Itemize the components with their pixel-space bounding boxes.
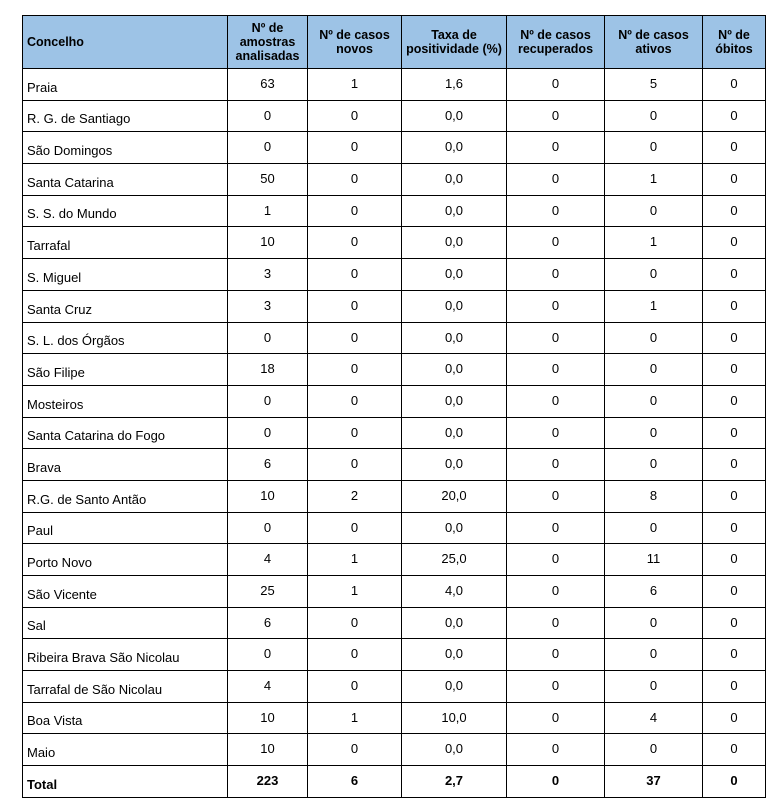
header-taxa: Taxa de positividade (%) <box>402 16 507 69</box>
cell-concelho: São Domingos <box>23 132 228 164</box>
cell-recuperados: 0 <box>507 132 605 164</box>
cell-concelho: Paul <box>23 512 228 544</box>
cell-obitos: 0 <box>703 132 766 164</box>
total-cell-amostras: 223 <box>228 766 308 798</box>
cell-recuperados: 0 <box>507 195 605 227</box>
cell-taxa: 10,0 <box>402 702 507 734</box>
cell-recuperados: 0 <box>507 734 605 766</box>
cell-novos: 1 <box>308 544 402 576</box>
cell-taxa: 0,0 <box>402 607 507 639</box>
header-obitos: Nº de óbitos <box>703 16 766 69</box>
cell-recuperados: 0 <box>507 290 605 322</box>
cell-ativos: 0 <box>605 417 703 449</box>
table-row <box>23 417 766 449</box>
cell-amostras: 50 <box>228 164 308 196</box>
cell-concelho: Boa Vista <box>23 702 228 734</box>
cell-recuperados: 0 <box>507 69 605 101</box>
cell-novos: 1 <box>308 702 402 734</box>
cell-amostras: 3 <box>228 259 308 291</box>
cell-recuperados: 0 <box>507 544 605 576</box>
cell-taxa: 1,6 <box>402 69 507 101</box>
cell-concelho: Maio <box>23 734 228 766</box>
cell-taxa: 0,0 <box>402 132 507 164</box>
cell-amostras: 4 <box>228 544 308 576</box>
cell-amostras: 4 <box>228 671 308 703</box>
cell-novos: 0 <box>308 449 402 481</box>
cell-novos: 0 <box>308 385 402 417</box>
cell-novos: 1 <box>308 576 402 608</box>
cell-taxa: 0,0 <box>402 322 507 354</box>
cell-taxa: 4,0 <box>402 576 507 608</box>
table-row <box>23 385 766 417</box>
cell-amostras: 6 <box>228 607 308 639</box>
table-row <box>23 259 766 291</box>
cell-taxa: 0,0 <box>402 227 507 259</box>
cell-taxa: 20,0 <box>402 480 507 512</box>
cell-novos: 0 <box>308 417 402 449</box>
cell-concelho: Sal <box>23 607 228 639</box>
cell-recuperados: 0 <box>507 702 605 734</box>
cell-recuperados: 0 <box>507 576 605 608</box>
cell-obitos: 0 <box>703 290 766 322</box>
cell-recuperados: 0 <box>507 164 605 196</box>
cell-recuperados: 0 <box>507 480 605 512</box>
cell-novos: 0 <box>308 164 402 196</box>
cell-recuperados: 0 <box>507 671 605 703</box>
table-row <box>23 607 766 639</box>
table-row <box>23 290 766 322</box>
cell-taxa: 0,0 <box>402 290 507 322</box>
cell-ativos: 1 <box>605 164 703 196</box>
cell-obitos: 0 <box>703 480 766 512</box>
cell-ativos: 0 <box>605 449 703 481</box>
cell-concelho: S. S. do Mundo <box>23 195 228 227</box>
cell-amostras: 1 <box>228 195 308 227</box>
cell-recuperados: 0 <box>507 607 605 639</box>
cell-obitos: 0 <box>703 100 766 132</box>
cell-concelho: Santa Catarina <box>23 164 228 196</box>
cell-concelho: São Vicente <box>23 576 228 608</box>
cell-recuperados: 0 <box>507 639 605 671</box>
cell-obitos: 0 <box>703 449 766 481</box>
cell-recuperados: 0 <box>507 227 605 259</box>
cell-obitos: 0 <box>703 544 766 576</box>
cell-ativos: 0 <box>605 100 703 132</box>
header-ativos: Nº de casos ativos <box>605 16 703 69</box>
cell-ativos: 0 <box>605 512 703 544</box>
total-row <box>23 766 766 798</box>
cell-obitos: 0 <box>703 734 766 766</box>
cell-obitos: 0 <box>703 385 766 417</box>
table-row <box>23 671 766 703</box>
cell-concelho: Santa Catarina do Fogo <box>23 417 228 449</box>
cell-concelho: São Filipe <box>23 354 228 386</box>
cell-ativos: 0 <box>605 385 703 417</box>
cell-novos: 1 <box>308 69 402 101</box>
cell-obitos: 0 <box>703 227 766 259</box>
cell-concelho: Porto Novo <box>23 544 228 576</box>
table-row <box>23 449 766 481</box>
cell-ativos: 8 <box>605 480 703 512</box>
table-row <box>23 512 766 544</box>
table-row <box>23 227 766 259</box>
cell-obitos: 0 <box>703 576 766 608</box>
cell-novos: 0 <box>308 322 402 354</box>
cell-ativos: 0 <box>605 734 703 766</box>
cell-recuperados: 0 <box>507 512 605 544</box>
cell-taxa: 0,0 <box>402 385 507 417</box>
cell-novos: 0 <box>308 290 402 322</box>
cell-taxa: 0,0 <box>402 417 507 449</box>
cell-obitos: 0 <box>703 702 766 734</box>
cell-obitos: 0 <box>703 607 766 639</box>
cell-concelho: Brava <box>23 449 228 481</box>
cell-amostras: 3 <box>228 290 308 322</box>
cell-taxa: 0,0 <box>402 449 507 481</box>
table-row <box>23 702 766 734</box>
cell-recuperados: 0 <box>507 354 605 386</box>
cell-novos: 0 <box>308 100 402 132</box>
cell-recuperados: 0 <box>507 417 605 449</box>
cell-amostras: 10 <box>228 480 308 512</box>
cell-obitos: 0 <box>703 259 766 291</box>
cell-amostras: 0 <box>228 132 308 164</box>
cell-obitos: 0 <box>703 512 766 544</box>
cell-amostras: 0 <box>228 100 308 132</box>
cell-taxa: 0,0 <box>402 354 507 386</box>
cell-taxa: 0,0 <box>402 259 507 291</box>
cell-taxa: 0,0 <box>402 164 507 196</box>
cell-amostras: 0 <box>228 639 308 671</box>
cell-novos: 2 <box>308 480 402 512</box>
cell-ativos: 5 <box>605 69 703 101</box>
table-row <box>23 544 766 576</box>
cell-recuperados: 0 <box>507 449 605 481</box>
cell-novos: 0 <box>308 639 402 671</box>
table-row <box>23 576 766 608</box>
cell-novos: 0 <box>308 195 402 227</box>
cell-amostras: 25 <box>228 576 308 608</box>
cell-novos: 0 <box>308 671 402 703</box>
header-amostras: Nº de amostras analisadas <box>228 16 308 69</box>
table-row <box>23 100 766 132</box>
table-body <box>23 69 766 798</box>
table-row <box>23 164 766 196</box>
cell-taxa: 25,0 <box>402 544 507 576</box>
cell-obitos: 0 <box>703 69 766 101</box>
cell-concelho: S. L. dos Órgãos <box>23 322 228 354</box>
cell-ativos: 4 <box>605 702 703 734</box>
cell-recuperados: 0 <box>507 259 605 291</box>
cell-novos: 0 <box>308 132 402 164</box>
header-row <box>23 16 766 69</box>
cell-amostras: 10 <box>228 734 308 766</box>
cell-taxa: 0,0 <box>402 671 507 703</box>
table-row <box>23 480 766 512</box>
cell-amostras: 63 <box>228 69 308 101</box>
table-row <box>23 132 766 164</box>
cell-amostras: 10 <box>228 227 308 259</box>
table-row <box>23 69 766 101</box>
cell-concelho: R.G. de Santo Antão <box>23 480 228 512</box>
cell-ativos: 0 <box>605 322 703 354</box>
cell-novos: 0 <box>308 607 402 639</box>
cell-amostras: 10 <box>228 702 308 734</box>
cell-obitos: 0 <box>703 671 766 703</box>
cell-ativos: 11 <box>605 544 703 576</box>
cell-recuperados: 0 <box>507 100 605 132</box>
cell-ativos: 0 <box>605 354 703 386</box>
cell-ativos: 1 <box>605 227 703 259</box>
cell-amostras: 6 <box>228 449 308 481</box>
total-cell-obitos: 0 <box>703 766 766 798</box>
cell-amostras: 0 <box>228 512 308 544</box>
cell-obitos: 0 <box>703 164 766 196</box>
table-row <box>23 354 766 386</box>
header-novos: Nº de casos novos <box>308 16 402 69</box>
cell-obitos: 0 <box>703 195 766 227</box>
cell-novos: 0 <box>308 227 402 259</box>
cell-ativos: 0 <box>605 671 703 703</box>
covid-cases-table <box>22 15 766 798</box>
cell-taxa: 0,0 <box>402 639 507 671</box>
cell-taxa: 0,0 <box>402 734 507 766</box>
cell-obitos: 0 <box>703 417 766 449</box>
cell-novos: 0 <box>308 354 402 386</box>
cell-obitos: 0 <box>703 322 766 354</box>
cell-amostras: 0 <box>228 417 308 449</box>
total-cell-taxa: 2,7 <box>402 766 507 798</box>
cell-ativos: 6 <box>605 576 703 608</box>
table-row <box>23 195 766 227</box>
cell-concelho: Tarrafal <box>23 227 228 259</box>
total-cell-recuperados: 0 <box>507 766 605 798</box>
cell-concelho: Tarrafal de São Nicolau <box>23 671 228 703</box>
total-cell-ativos: 37 <box>605 766 703 798</box>
cell-recuperados: 0 <box>507 322 605 354</box>
cell-ativos: 0 <box>605 132 703 164</box>
cell-concelho: Mosteiros <box>23 385 228 417</box>
cell-ativos: 0 <box>605 607 703 639</box>
cell-ativos: 0 <box>605 639 703 671</box>
cell-concelho: Praia <box>23 69 228 101</box>
cell-obitos: 0 <box>703 354 766 386</box>
header-recuperados: Nº de casos recuperados <box>507 16 605 69</box>
cell-ativos: 1 <box>605 290 703 322</box>
cell-taxa: 0,0 <box>402 195 507 227</box>
cell-amostras: 0 <box>228 322 308 354</box>
cell-novos: 0 <box>308 512 402 544</box>
cell-ativos: 0 <box>605 195 703 227</box>
total-cell-concelho: Total <box>23 766 228 798</box>
cell-taxa: 0,0 <box>402 512 507 544</box>
cell-concelho: Ribeira Brava São Nicolau <box>23 639 228 671</box>
table-row <box>23 639 766 671</box>
table-row <box>23 322 766 354</box>
cell-amostras: 0 <box>228 385 308 417</box>
cell-obitos: 0 <box>703 639 766 671</box>
table-row <box>23 734 766 766</box>
cell-ativos: 0 <box>605 259 703 291</box>
table-container <box>22 15 766 798</box>
cell-concelho: S. Miguel <box>23 259 228 291</box>
cell-concelho: R. G. de Santiago <box>23 100 228 132</box>
cell-recuperados: 0 <box>507 385 605 417</box>
cell-novos: 0 <box>308 734 402 766</box>
header-concelho: Concelho <box>23 16 228 69</box>
cell-taxa: 0,0 <box>402 100 507 132</box>
cell-concelho: Santa Cruz <box>23 290 228 322</box>
total-cell-novos: 6 <box>308 766 402 798</box>
cell-amostras: 18 <box>228 354 308 386</box>
cell-novos: 0 <box>308 259 402 291</box>
